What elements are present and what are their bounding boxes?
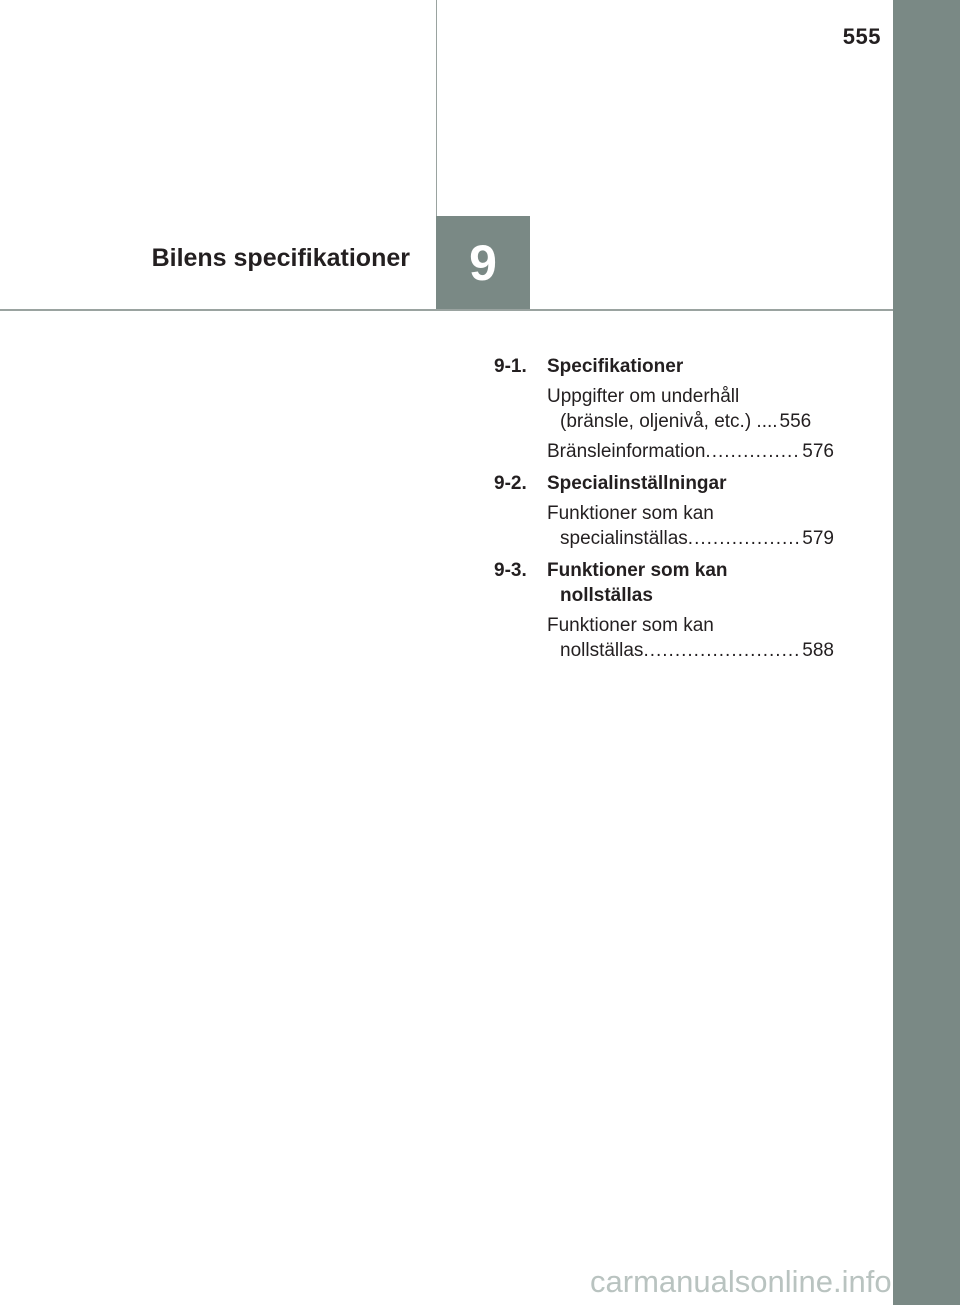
chapter-number-box (436, 216, 530, 309)
toc-entry[interactable] (547, 501, 834, 551)
section-number: 9-3. (494, 560, 527, 581)
section-number: 9-2. (494, 473, 527, 494)
entry-page-number: 556 (779, 411, 812, 432)
section-title-line2: nollställas (560, 585, 653, 606)
page-number: 555 (842, 24, 881, 49)
section-title: Specifikationer (547, 356, 684, 377)
entry-page-number: 579 (802, 528, 834, 549)
toc-section (494, 354, 834, 464)
chapter-side-tab (893, 0, 960, 1305)
entry-title-line1: Funktioner som kan (547, 503, 714, 524)
dot-leader (688, 526, 801, 551)
toc-section (494, 558, 834, 663)
horizontal-divider (0, 309, 893, 311)
section-title: Specialinställningar (547, 473, 727, 494)
entry-title-line1: Uppgifter om underhåll (547, 386, 740, 407)
entry-page-number: 588 (802, 640, 834, 661)
entry-title-line2: specialinställas (560, 528, 688, 549)
entry-title: Bränsleinformation (547, 441, 706, 462)
section-number: 9-1. (494, 356, 527, 377)
toc-entry[interactable] (547, 439, 834, 464)
entry-title-line2: nollställas (560, 640, 644, 661)
table-of-contents (494, 354, 834, 670)
section-title: Funktioner som kan (547, 560, 728, 581)
toc-entry[interactable] (547, 613, 834, 663)
toc-section (494, 471, 834, 551)
vertical-divider (436, 0, 437, 216)
toc-entry[interactable] (547, 384, 834, 434)
section-heading[interactable] (494, 354, 834, 379)
entry-page-number: 576 (802, 441, 834, 462)
section-heading[interactable] (494, 558, 834, 608)
watermark: carmanualsonline.info (590, 1264, 892, 1299)
dot-leader (643, 638, 800, 663)
chapter-number: 9 (469, 234, 497, 291)
dot-leader (705, 439, 800, 464)
entry-title-line1: Funktioner som kan (547, 615, 714, 636)
chapter-title: Bilens specifikationer (151, 244, 410, 272)
entry-title-line2: (bränsle, oljenivå, etc.) .... (560, 411, 778, 432)
section-heading[interactable] (494, 471, 834, 496)
